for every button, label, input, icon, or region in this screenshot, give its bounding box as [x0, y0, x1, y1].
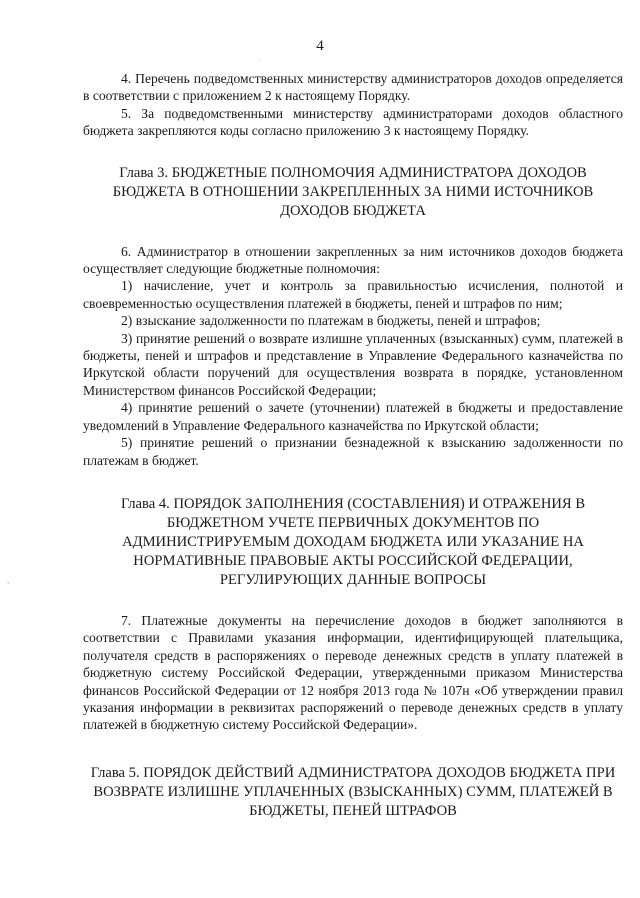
list-item-3: 3) принятие решений о возврате излишне уплаченных (взысканных) сумм, платежей в бюджеты, пеней и штрафов и представление в Управление Федерального казначейства по Иркутской области поручений для осуществления возврата в порядке, установленном Министерством финансов Российской Федерации;	[83, 330, 623, 398]
paragraph-6: 6. Администратор в отношении закрепленных за ним источников доходов бюджета осуществляет следующие бюджетные полномочия:	[83, 243, 623, 277]
chapter-5-heading: Глава 5. ПОРЯДОК ДЕЙСТВИЙ АДМИНИСТРАТОРА ДОХОДОВ БЮДЖЕТА ПРИ ВОЗВРАТЕ ИЗЛИШНЕ УПЛАЧЕННЫХ (ВЗЫСКАННЫХ) СУММ, ПЛАТЕЖЕЙ В БЮДЖЕТЫ, ПЕНЕЙ ШТРАФОВ	[90, 764, 616, 819]
page-number: 4	[316, 38, 324, 54]
document-body	[83, 70, 623, 843]
list-item-1: 1) начисление, учет и контроль за правильностью исчисления, полнотой и своевременностью осуществления платежей в бюджеты, пеней и штрафов по ним;	[83, 278, 623, 311]
list-item-4: 4) принятие решений о зачете (уточнении) платежей в бюджеты и предоставление уведомлений в Управление Федерального казначейства по Иркутской области;	[83, 400, 623, 433]
list-item-2: 2) взыскание задолженности по платежам в бюджеты, пеней и штрафов;	[121, 313, 541, 329]
scan-margin-mark: -	[7, 578, 10, 587]
chapter-4-heading: Глава 4. ПОРЯДОК ЗАПОЛНЕНИЯ (СОСТАВЛЕНИЯ) И ОТРАЖЕНИЯ В БЮДЖЕТНОМ УЧЕТЕ ПЕРВИЧНЫХ ДОКУМЕНТОВ ПО АДМИНИСТРИРУЕМЫМ ДОХОДАМ БЮДЖЕТА ИЛИ УКАЗАНИЕ НА НОРМАТИВНЫЕ ПРАВОВЫЕ АКТЫ РОССИЙСКОЙ ФЕДЕРАЦИИ, РЕГУЛИРУЮЩИХ ДАННЫЕ ВОПРОСЫ	[120, 495, 586, 588]
paragraph-4: 4. Перечень подведомственных министерству администраторов доходов определяется в соответствии с приложением 2 к настоящему Порядку.	[83, 71, 623, 104]
list-item-5: 5) принятие решений о признании безнадежной к взысканию задолженности по платежам в бюджет.	[83, 435, 623, 468]
paragraph-5: 5. За подведомственными министерству администраторами доходов областного бюджета закрепляются коды согласно приложению 3 к настоящему Порядку.	[83, 105, 623, 139]
chapter-3-heading: Глава 3. БЮДЖЕТНЫЕ ПОЛНОМОЧИЯ АДМИНИСТРАТОРА ДОХОДОВ БЮДЖЕТА В ОТНОШЕНИИ ЗАКРЕПЛЕННЫХ ЗА НИМИ ИСТОЧНИКОВ ДОХОДОВ БЮДЖЕТА	[112, 164, 594, 219]
paragraph-7: 7. Платежные документы на перечисление доходов в бюджет заполняются в соответствии с Правилами указания информации, идентифицирующей плательщика, получателя средств в распоряжениях о переводе денежных средств в уплату платежей в бюджетную систему Российской Федерации, утвержденными приказом Министерства финансов Российской Федерации от 12 ноября 2013 года № 107н «Об утверждении правил указания информации в реквизитах распоряжений о переводе денежных средств в уплату платежей в бюджетную систему Российской Федерации».	[83, 612, 623, 733]
scan-speck: ·	[258, 56, 261, 65]
